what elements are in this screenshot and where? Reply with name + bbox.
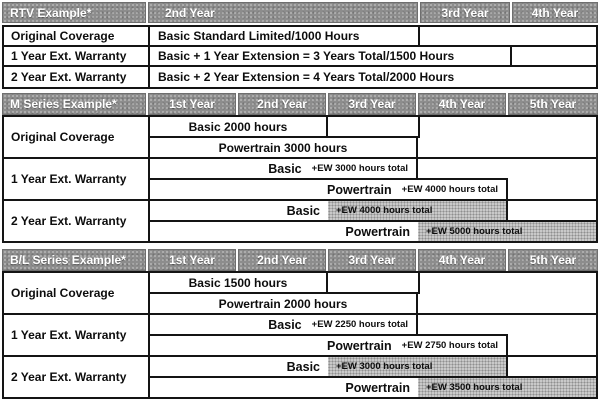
m-header-2nd-year: 2nd Year	[238, 93, 326, 115]
group-row-original-coverage	[4, 117, 596, 159]
basic-coverage-bar: Basic 2000 hours	[148, 115, 328, 138]
bar-name: Basic	[268, 161, 302, 176]
bar-note: +EW 2250 hours total	[311, 319, 408, 330]
table-row	[4, 27, 596, 47]
rtv-header-4th-year: 4th Year	[512, 2, 598, 23]
basic-coverage-bar	[148, 313, 418, 336]
bl-series-table-title: B/L Series Example*	[2, 249, 146, 271]
bar-note: +EW 3000 hours total	[311, 163, 408, 174]
table-row	[4, 47, 596, 67]
base-coverage-segment	[150, 222, 418, 241]
coverage-bar: Basic + 2 Year Extension = 4 Years Total/2000 Hours	[158, 70, 455, 84]
powertrain-coverage-bar	[148, 376, 598, 399]
m-series-table-title: M Series Example*	[2, 93, 146, 115]
bar-note: +EW 3000 hours total	[336, 361, 433, 372]
group-row-1yr-ext-warranty	[4, 159, 596, 201]
powertrain-coverage-bar	[148, 178, 508, 201]
m-series-example-table	[2, 93, 598, 245]
table-row	[4, 67, 596, 87]
bar-note: +EW 4000 hours total	[401, 184, 498, 195]
basic-coverage-bar	[148, 157, 418, 180]
bar-name: Powertrain	[345, 380, 410, 395]
powertrain-coverage-bar: Powertrain 3000 hours	[148, 136, 418, 159]
row-label-1yr-ext-warranty: 1 Year Ext. Warranty	[4, 315, 150, 355]
bl-header-5th-year: 5th Year	[508, 249, 598, 271]
rtv-table-title: RTV Example*	[2, 2, 146, 23]
coverage-bars-area	[150, 117, 596, 157]
basic-coverage-bar	[148, 199, 508, 222]
row-label-1yr-ext-warranty: 1 Year Ext. Warranty	[4, 47, 150, 65]
coverage-bars-area	[150, 273, 596, 313]
bar-note: +EW 4000 hours total	[336, 205, 433, 216]
group-row-2yr-ext-warranty	[4, 357, 596, 397]
coverage-bars-area	[150, 315, 596, 355]
group-row-2yr-ext-warranty	[4, 201, 596, 241]
m-series-table-body	[2, 115, 598, 243]
bl-header-1st-year: 1st Year	[148, 249, 236, 271]
basic-coverage-bar: Basic 1500 hours	[148, 271, 328, 294]
row-label-original-coverage: Original Coverage	[4, 117, 150, 157]
coverage-bars-area	[150, 159, 596, 199]
row-label-2yr-ext-warranty: 2 Year Ext. Warranty	[4, 357, 150, 397]
coverage-bar: Basic Standard Limited/1000 Hours	[150, 27, 420, 45]
bar-note: +EW 3500 hours total	[426, 382, 523, 393]
bl-header-2nd-year: 2nd Year	[238, 249, 326, 271]
basic-coverage-bar	[148, 355, 508, 378]
bar-name: Powertrain	[345, 224, 410, 239]
row-label-original-coverage: Original Coverage	[4, 27, 150, 45]
coverage-bars-area	[150, 201, 596, 241]
bar-name: Powertrain	[327, 182, 392, 197]
row-label-2yr-ext-warranty: 2 Year Ext. Warranty	[4, 67, 150, 87]
rtv-header-2nd-year: 2nd Year	[148, 2, 418, 23]
grid-line	[418, 115, 420, 138]
coverage-bars-area	[150, 357, 596, 397]
bl-series-example-table	[2, 249, 598, 400]
group-row-original-coverage	[4, 273, 596, 315]
bar-note: +EW 2750 hours total	[401, 340, 498, 351]
m-header-1st-year: 1st Year	[148, 93, 236, 115]
rtv-table-body	[2, 25, 598, 89]
base-coverage-segment	[150, 357, 328, 376]
powertrain-coverage-bar	[148, 334, 508, 357]
m-header-5th-year: 5th Year	[508, 93, 598, 115]
powertrain-coverage-bar	[148, 220, 598, 243]
bl-series-table-body	[2, 271, 598, 399]
bl-header-3rd-year: 3rd Year	[328, 249, 416, 271]
bl-header-4th-year: 4th Year	[418, 249, 506, 271]
powertrain-coverage-bar: Powertrain 2000 hours	[148, 292, 418, 315]
row-label-2yr-ext-warranty: 2 Year Ext. Warranty	[4, 201, 150, 241]
bar-name: Basic	[286, 359, 320, 374]
base-coverage-segment	[150, 201, 328, 220]
rtv-example-table	[2, 2, 598, 91]
m-header-3rd-year: 3rd Year	[328, 93, 416, 115]
bar-name: Powertrain	[327, 338, 392, 353]
base-coverage-segment	[150, 378, 418, 397]
group-row-1yr-ext-warranty	[4, 315, 596, 357]
grid-line	[418, 271, 420, 294]
shaded-extension-segment	[418, 222, 596, 241]
m-header-4th-year: 4th Year	[418, 93, 506, 115]
row-label-1yr-ext-warranty: 1 Year Ext. Warranty	[4, 159, 150, 199]
bar-name: Basic	[268, 317, 302, 332]
row-label-original-coverage: Original Coverage	[4, 273, 150, 313]
bar-note: +EW 5000 hours total	[426, 226, 523, 237]
shaded-extension-segment	[418, 378, 596, 397]
shaded-extension-segment	[328, 201, 506, 220]
rtv-header-3rd-year: 3rd Year	[420, 2, 510, 23]
bar-name: Basic	[286, 203, 320, 218]
coverage-bar: Basic + 1 Year Extension = 3 Years Total/1500 Hours	[150, 47, 512, 65]
shaded-extension-segment	[328, 357, 506, 376]
